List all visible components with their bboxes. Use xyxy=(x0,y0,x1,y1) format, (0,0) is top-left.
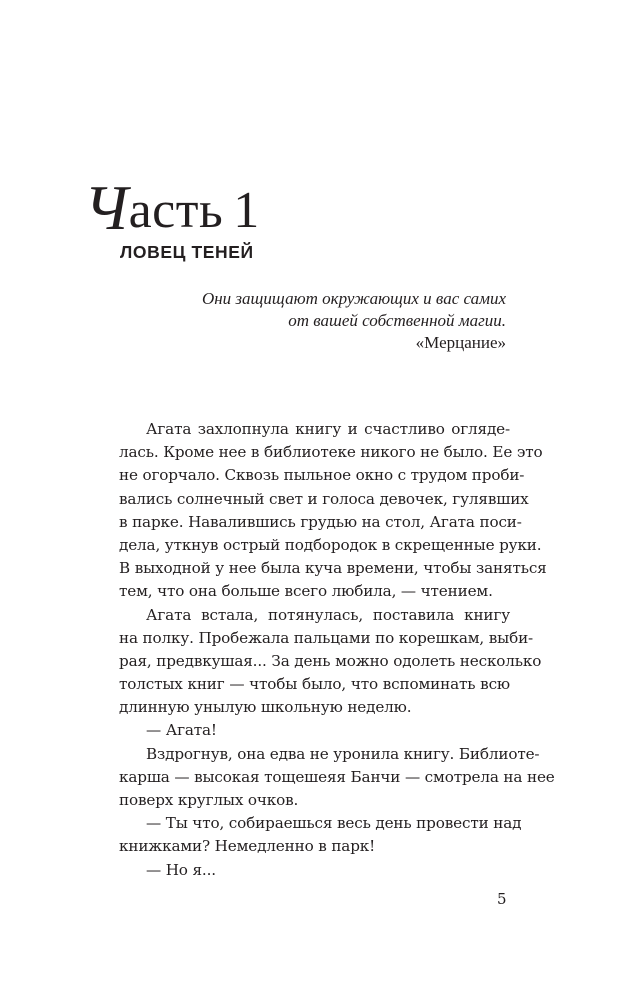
body-line: поверх круглых очков. xyxy=(119,791,299,809)
body-line: — Ты что, собираешься весь день провести над xyxy=(146,814,522,833)
chapter-title-word: асть xyxy=(128,182,224,239)
body-line: в парке. Навалившись грудью на стол, Агата поси- xyxy=(119,512,522,531)
body-line: не огорчало. Сквозь пыльное окно с трудом проби- xyxy=(119,466,525,485)
chapter-number: 1 xyxy=(233,182,260,239)
body-line: тем, что она больше всего любила, — чтением. xyxy=(119,582,493,601)
body-line: Вздрогнув, она едва не уронила книгу. Библиоте- xyxy=(146,744,540,763)
body-line: — Агата! xyxy=(146,721,217,740)
body-line: карша — высокая тощешеяя Банчи — смотрела на нее xyxy=(119,767,555,786)
epigraph-source: «Мерцание» xyxy=(415,332,506,352)
body-line: вались солнечный свет и голоса девочек, гулявших xyxy=(119,489,529,508)
body-line: рая, предвкушая... За день можно одолеть несколько xyxy=(119,651,542,670)
epigraph-line: Они защищают окружающих и вас самих xyxy=(201,289,506,308)
body-line: лась. Кроме нее в библиотеке никого не было. Ее это xyxy=(119,443,543,462)
body-line: длинную унылую школьную неделю. xyxy=(119,698,412,717)
body-line: на полку. Пробежала пальцами по корешкам, выби- xyxy=(119,628,534,647)
body-line: дела, уткнув острый подбородок в скрещенные руки. xyxy=(119,535,542,554)
body-line: В выходной у нее была куча времени, чтобы заняться xyxy=(119,559,547,578)
epigraph xyxy=(150,288,506,353)
chapter-heading xyxy=(84,172,544,243)
body-line: Агата встала, потянулась, поставила книгу xyxy=(146,605,510,624)
body-line: книжками? Немедленно в парк! xyxy=(119,837,376,856)
body-line: — Но я... xyxy=(146,860,216,879)
chapter-subtitle: ЛОВЕЦ ТЕНЕЙ xyxy=(120,242,254,262)
body-line: Агата захлопнула книгу и счастливо огляде- xyxy=(146,420,510,438)
epigraph-line: от вашей собственной магии. xyxy=(288,310,506,330)
chapter-drop-initial: Ч xyxy=(84,172,129,243)
page-number: 5 xyxy=(497,890,507,908)
body-line: толстых книг — чтобы было, что вспоминать всю xyxy=(119,675,510,694)
body-text xyxy=(119,418,555,882)
